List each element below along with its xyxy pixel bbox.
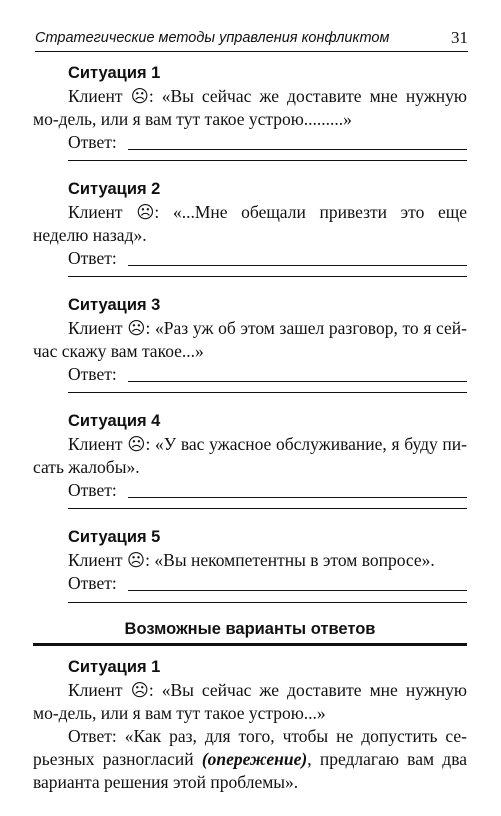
- header-rule: [35, 51, 468, 52]
- answer-label: Ответ:: [68, 364, 117, 384]
- page-number: 31: [451, 28, 468, 47]
- answer-line: [128, 497, 467, 498]
- client-statement: [33, 201, 467, 247]
- situation-block-3: [33, 294, 467, 386]
- running-header-title: Стратегические методы управления конфликтом: [35, 30, 390, 46]
- running-header: [35, 28, 468, 52]
- client-label: Клиент ☹:: [68, 318, 156, 338]
- answer-label: Ответ:: [68, 248, 117, 268]
- client-statement: [33, 85, 467, 131]
- client-quote: «Вы сейчас же доставите мне нужную мо-дель, или я вам тут такое устрою.........»: [33, 86, 467, 129]
- situation-title: Ситуация 2: [68, 180, 161, 198]
- client-statement: [33, 317, 467, 363]
- situation-block-4: [33, 410, 467, 502]
- answer-line: [68, 160, 467, 161]
- answer-line: [68, 276, 467, 277]
- client-statement: [33, 433, 467, 479]
- client-label: Клиент ☹:: [68, 550, 155, 570]
- client-label: Клиент ☹:: [68, 86, 162, 106]
- situation-title: Ситуация 5: [68, 528, 161, 546]
- answer-row: [68, 131, 467, 154]
- situation-title: Ситуация 1: [68, 658, 161, 676]
- situation-title: Ситуация 3: [68, 296, 161, 314]
- situation-block-5: [33, 526, 467, 595]
- client-quote: «Раз уж об этом зашел разговор, то я сей-час скажу вам такое...»: [33, 318, 468, 361]
- answer-line: [68, 508, 467, 509]
- answer-label: Ответ:: [68, 480, 117, 500]
- answer-line: [68, 392, 467, 393]
- client-label: Клиент ☹:: [68, 680, 162, 700]
- answer-situation-block-1: [33, 656, 467, 794]
- client-label: Клиент ☹:: [68, 434, 156, 454]
- answer-text-start: Ответ: «Как раз, для того, чтобы не допустить се-рьезных разногласий: [33, 726, 467, 769]
- section-rule: [33, 643, 467, 646]
- section-heading: Возможные варианты ответов: [124, 620, 376, 638]
- client-quote: «У вас ужасное обслуживание, я буду пи-сать жалобы».: [33, 434, 467, 477]
- situation-title: Ситуация 4: [68, 412, 161, 430]
- client-statement: [33, 549, 467, 572]
- answer-line: [128, 265, 467, 266]
- situation-title: Ситуация 1: [68, 64, 161, 82]
- answer-row: [68, 572, 467, 595]
- sample-answer: [33, 725, 467, 794]
- answer-row: [68, 247, 467, 270]
- answer-label: Ответ:: [68, 573, 117, 593]
- client-statement: [33, 679, 467, 725]
- client-quote: «Вы некомпетентны в этом вопросе».: [154, 550, 435, 570]
- client-quote: «...Мне обещали привезти это еще неделю назад».: [33, 202, 467, 245]
- answer-line: [128, 149, 467, 150]
- client-quote: «Вы сейчас же доставите мне нужную мо-дель, или я вам тут такое устрою...»: [33, 680, 467, 723]
- answer-line: [128, 381, 467, 382]
- answer-row: [68, 363, 467, 386]
- answer-label: Ответ:: [68, 132, 117, 152]
- answer-emphasis: (опережение): [201, 749, 308, 769]
- answer-line: [128, 590, 467, 591]
- client-label: Клиент ☹:: [68, 202, 173, 222]
- situation-block-1: [33, 62, 467, 154]
- answer-text-end: , предлагаю вам два варианта решения этой проблемы».: [33, 749, 467, 792]
- answer-line: [68, 602, 467, 603]
- situation-block-2: [33, 178, 467, 270]
- answer-row: [68, 479, 467, 502]
